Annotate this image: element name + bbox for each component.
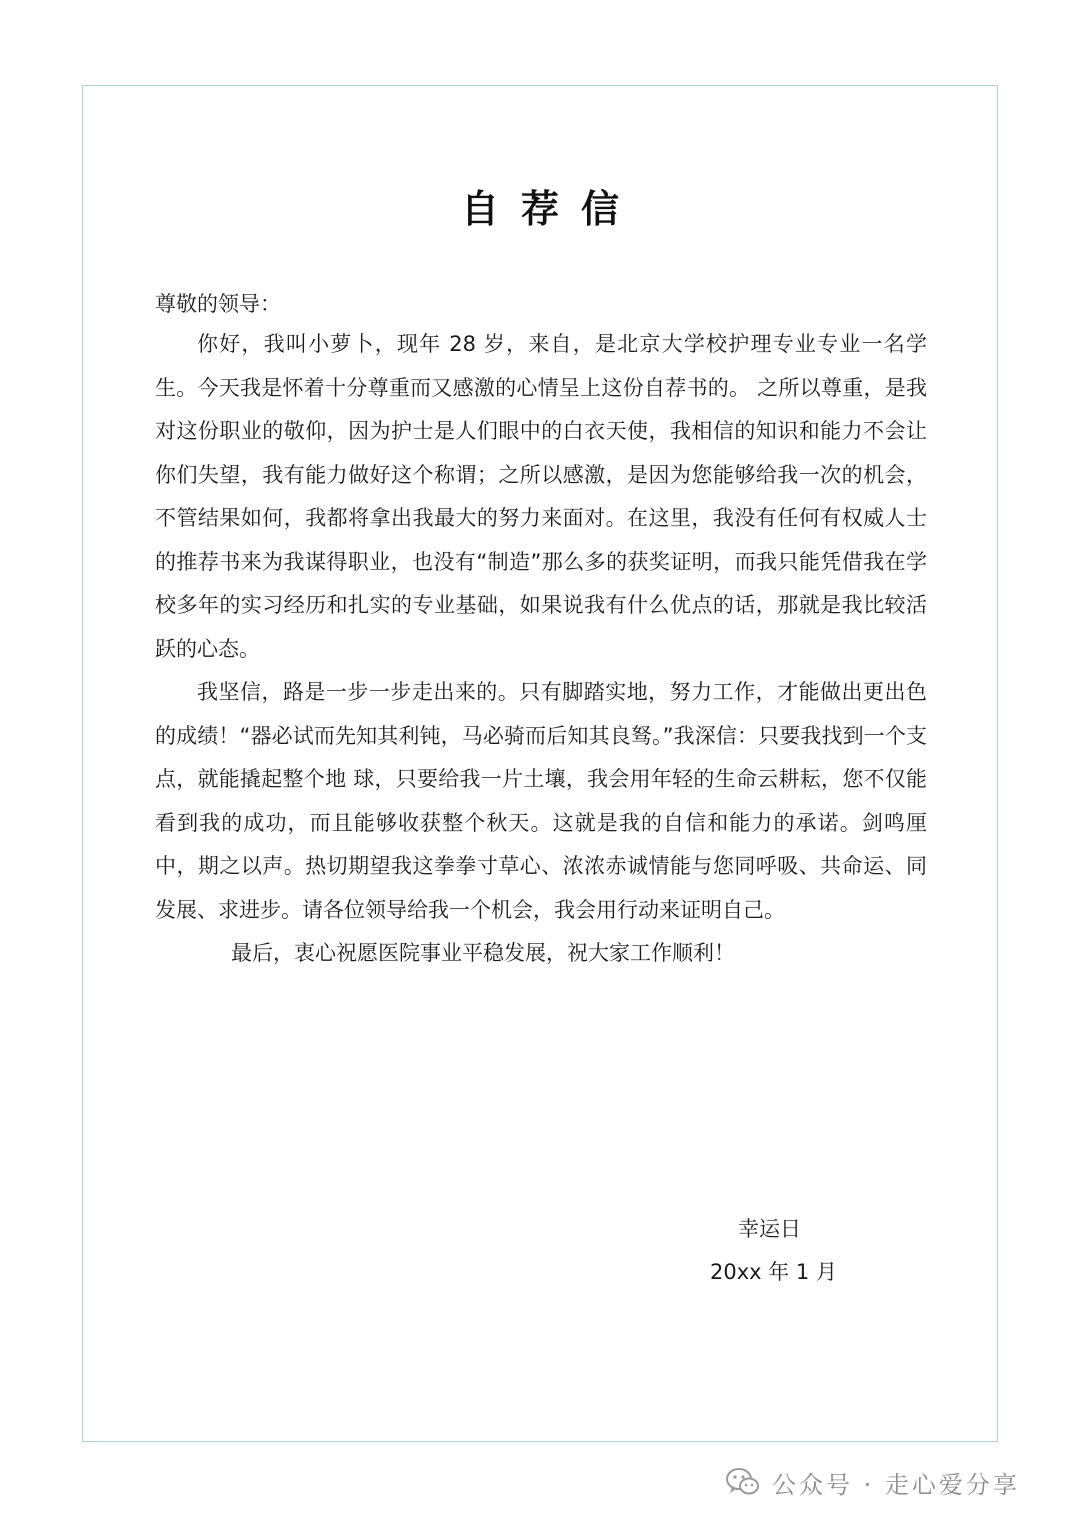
letter-salutation: 尊敬的领导： xyxy=(155,292,281,316)
letter-paragraph-1: 你好，我叫小萝卜，现年 28 岁，来自，是北京大学校护理专业专业一名学生。今天我是怀着十分尊重而又感激的心情呈上这份自荐书的。 之所以尊重，是我对这份职业的敬仰，因为护士是人们眼中的白衣天使，我相信的知识和能力不会让你们失望，我有能力做好这个称谓；之所以感激，是因为您能够给我一次的机会，不管结果如何，我都将拿出我最大的努力来面对。在这里，我没有任何有权威人士的推荐书来为我谋得职业，也没有“制造”那么多的获奖证明，而我只能凭借我在学校多年的实习经历和扎实的专业基础，如果说我有什么优点的话，那就是我比较活跃的心态。 xyxy=(155,332,927,661)
letter-closing: 最后，衷心祝愿医院事业平稳发展，祝大家工作顺利！ xyxy=(231,941,735,965)
letter-title: 自荐信 xyxy=(460,187,641,231)
signature-date: 20xx 年 1 月 xyxy=(710,1260,837,1284)
signature-name: 幸运日 xyxy=(738,1217,801,1241)
watermark-text: 公众号 · 走心爱分享 xyxy=(772,1470,1020,1499)
watermark xyxy=(726,1462,1020,1502)
signature-block xyxy=(600,1208,940,1294)
letter-body xyxy=(155,323,927,976)
wechat-icon xyxy=(726,1467,760,1497)
letter-paragraph-2: 我坚信，路是一步一步走出来的。只有脚踏实地，努力工作，才能做出更出色的成绩！“器必试而先知其利钝，马必骑而后知其良驽。”我深信：只要我找到一个支点，就能撬起整个地 球，只要给我一片土壤，我会用年轻的生命云耕耘，您不仅能看到我的成功，而且能够收获整个秋天。这就是我的自信和能力的承诺。剑鸣厘中，期之以声。热切期望我这拳拳寸草心、浓浓赤诚情能与您同呼吸、共命运、同发展、求进步。请各位领导给我一个机会，我会用行动来证明自己。 xyxy=(155,680,927,922)
